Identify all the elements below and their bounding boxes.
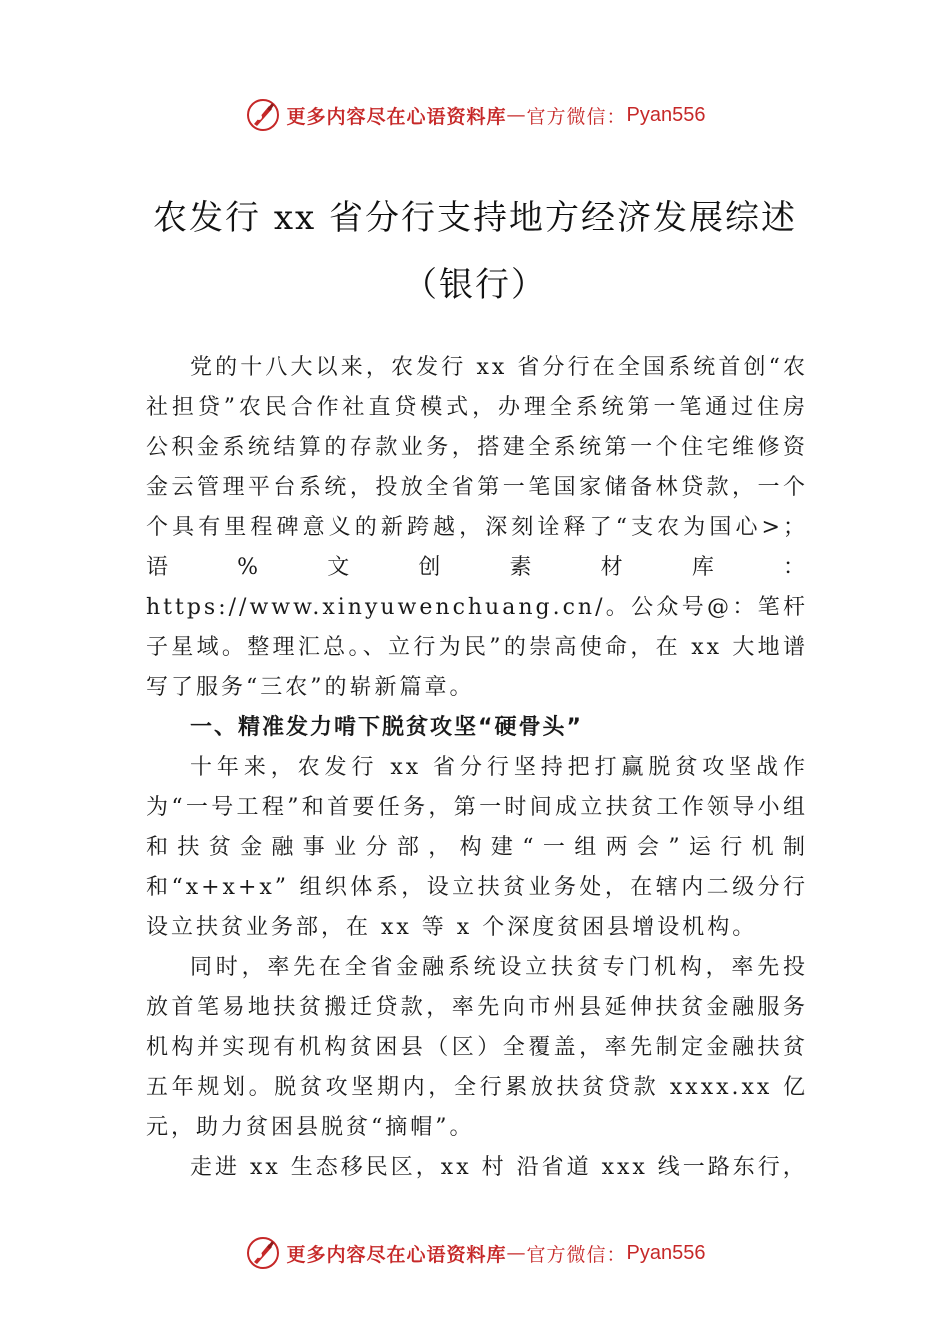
banner-wechat-id: Pyan556: [626, 103, 706, 126]
document-subtitle: （银行）: [403, 265, 547, 305]
footer-watermark-banner: [0, 1233, 950, 1273]
banner-wechat-label: 官方微信：: [526, 1243, 627, 1266]
paragraph-2: 十年来，农发行 xx 省分行坚持把打赢脱贫攻坚战作为“一号工程”和首要任务，第一时间成立扶贫工作领导小组和扶贫金融事业分部，构建“一组两会”运行机制和“x+x+x” 组织体系，设立扶贫业务处，在辖内二级分行设立扶贫业务部，在 xx 等 x 个深度贫困县增设机构。: [146, 755, 808, 940]
banner-wechat-label: 官方微信：: [526, 105, 627, 128]
paragraph-3: 同时，率先在全省金融系统设立扶贫专门机构，率先投放首笔易地扶贫搬迁贷款，率先向市州县延伸扶贫金融服务机构并实现有机构贫困县（区）全覆盖，率先制定金融扶贫五年规划。脱贫攻坚期内，全行累放扶贫贷款 xxxx.xx 亿元，助力贫困县脱贫“摘帽”。: [146, 955, 808, 1140]
banner-text: 更多内容尽在心语资料库: [286, 105, 507, 128]
paragraph-4: 走进 xx 生态移民区，xx 村 沿省道 xxx 线一路东行，: [190, 1155, 808, 1180]
banner-separator: —: [506, 104, 527, 126]
document-title: 农发行 xx 省分行支持地方经济发展综述: [153, 198, 797, 238]
banner-text: 更多内容尽在心语资料库: [286, 1243, 507, 1266]
paragraph-intro: 党的十八大以来，农发行 xx 省分行在全国系统首创“农社担贷”农民合作社直贷模式，办理全系统第一笔通过住房公积金系统结算的存款业务，搭建全系统第一个住宅维修资金云管理平台系统，投放全省第一笔国家储备林贷款，一个个具有里程碑意义的新跨越，深刻诠释了“支农为国心>；语%文创素材库：https://www.xinyuwenchuang.cn/。公众号@：笔杆子星域。整理汇总。、立行为民”的崇高使命，在 xx 大地谱写了服务“三农”的崭新篇章。: [146, 355, 808, 700]
section-heading-1: 一、精准发力啃下脱贫攻坚“硬骨头”: [190, 715, 583, 740]
header-watermark-banner: [0, 95, 950, 135]
quill-logo-icon: [245, 97, 281, 133]
quill-logo-icon: [245, 1235, 281, 1271]
document-body: [146, 348, 808, 1188]
banner-separator: —: [506, 1242, 527, 1264]
banner-wechat-id: Pyan556: [626, 1241, 706, 1264]
